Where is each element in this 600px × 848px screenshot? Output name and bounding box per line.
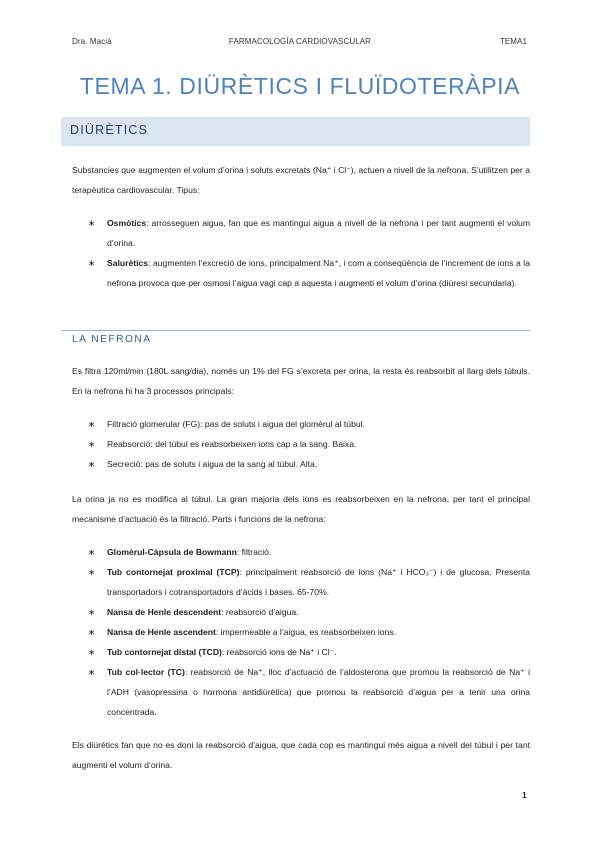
part-term: Nansa de Henle ascendent [107,627,216,637]
header-subject: FARMACOLOGÍA CARDIOVASCULAR [228,37,372,46]
bullet-marker: ∗ [88,419,96,429]
section-divider [61,330,530,331]
part-term: Nansa de Henle descendent [107,607,222,617]
list-item-part [107,602,530,622]
list-item-saluretics [107,253,530,293]
nephron-intro: Es filtra 120ml/min (180L sang/dia), només un 1% del FG s’excreta per orina, la resta és reabsorbit al llarg dels túbuls. En la nefrona hi ha 3 processos principals: [72,366,530,396]
page-number: 1 [522,790,527,800]
bullet-marker: ∗ [88,258,96,268]
bullet-marker: ∗ [88,627,96,637]
list-item-process: Reabsorció: del túbul es reabsorbeixen ions cap a la sang. Baixa. [107,439,357,449]
part-term: Tub contornejat proximal (TCP) [107,567,240,577]
part-desc: : reabsorció d’aigua. [221,607,299,617]
list-item-part [107,662,530,722]
bullet-marker: ∗ [88,459,96,469]
diuretics-intro: Substancies que augmenten el volum d’orina i soluts excretats (Na⁺ i Cl⁻), actuen a nivell de la nefrona. S’utilitzen per a terapèutica cardiovascular. Tipus: [72,165,530,195]
desc-osmotics: : arrosseguen aigua, fan que es mantingui aigua a nivell de la nefrona i per tant augmenti el volum d’orina. [107,218,530,248]
header-topic: TEMA1 [499,37,527,46]
desc-saluretics: : augmenten l’excreció de ions, principalment Na⁺, i com a conseqüència de l’increment de ions a la nefrona provoca que per osmosi l’aigua vagi cap a aquesta i augmenti el volum d’orina (diüresi secundaria). [107,258,530,288]
nephron-paragraph-2: La orina ja no es modifica al túbul. La gran majoria dels ions es reabsorbeixen en la nefrona, per tant el principal mecanisme d’actuació és la filtració. Parts i funcions de la nefrona: [72,494,530,524]
list-item-osmotics [107,213,530,253]
part-term: Glomèrul-Càpsula de Bowmann [107,547,237,557]
part-desc: : filtració. [236,547,272,557]
term-saluretics: Salurètics [107,258,149,268]
header-author: Dra. Macià [72,37,112,46]
part-desc: : reabsorció de Na⁺, lloc d’actuació de l’aldosterona que promou la reabsorció de Na⁺ i l’ADH (vasopressina o hormona antidiürètica) que promou la reabsorció d’aigua per a tenir una orina concentrada. [107,667,530,717]
part-term: Tub contornejat distal (TCD) [107,647,222,657]
bullet-marker: ∗ [88,218,96,228]
part-desc: : impermeable a l’aigua, es reabsorbeixen ions. [215,627,396,637]
term-osmotics: Osmòtics [107,218,147,228]
part-desc: : reabsorció ions de Na⁺ i Cl⁻. [221,647,337,657]
bullet-marker: ∗ [88,567,96,577]
list-item-part [107,642,530,662]
bullet-marker: ∗ [88,667,96,677]
bullet-marker: ∗ [88,547,96,557]
section-heading-diuretics: DIÜRÈTICS [70,123,149,137]
list-item-part [107,622,530,642]
bullet-marker: ∗ [88,439,96,449]
section-heading-nephron: LA NEFRONA [72,334,152,345]
list-item-part [107,542,530,562]
page-title: TEMA 1. DIÜRÈTICS I FLUÏDOTERÀPIA [79,73,521,99]
part-term: Tub col·lector (TC) [107,667,185,677]
bullet-marker: ∗ [88,647,96,657]
section-heading-band [61,117,530,146]
list-item-part [107,562,530,602]
nephron-conclusion: Els diürètics fan que no es doni la reabsorció d’aigua, que cada cop es mantingui més aigua a nivell del túbul i per tant augmenti el volum d’orina. [72,740,530,770]
list-item-process: Filtració glomerular (FG): pas de soluts i aigua del glomèrul al túbul. [107,419,365,429]
list-item-process: Secreció: pas de soluts i aigua de la sang al túbul. Alta. [107,459,318,469]
bullet-marker: ∗ [88,607,96,617]
part-desc: : principalment reabsorció de ions (Na⁺ i HCO₃⁻) i de glucosa. Presenta transportadors i cotransportadors d’àcids i bases. 65-70%. [107,567,531,597]
